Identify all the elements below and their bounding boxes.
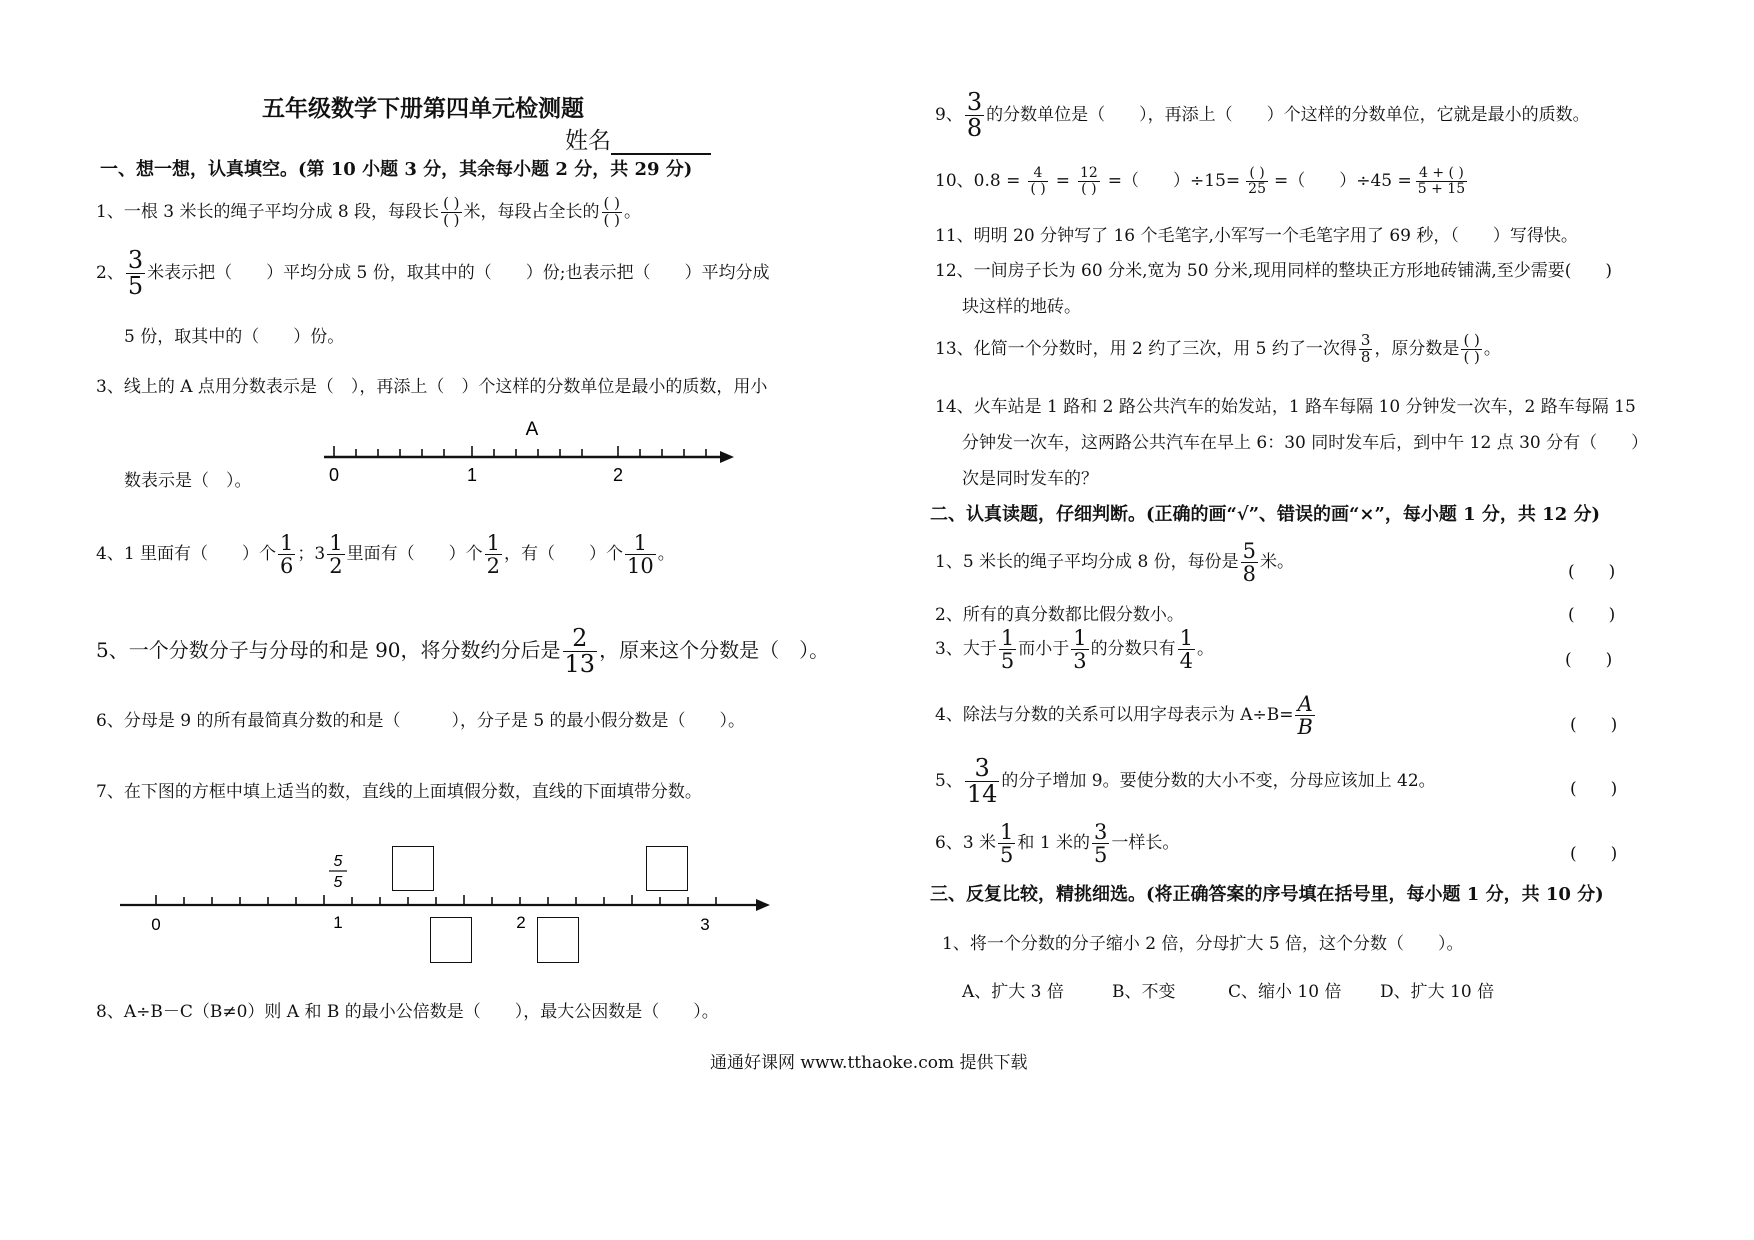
tick-label: 1: [466, 465, 478, 485]
question-14-cont: 分钟发一次车，这两路公共汽车在早上 6：30 同时发车后，到中午 12 点 30 分有（ ）: [962, 433, 1649, 453]
tick-label: 2: [612, 465, 624, 485]
choice-option-b[interactable]: B、不变: [1112, 982, 1176, 1002]
tick-label: 3: [700, 915, 710, 934]
tick-label: 1: [333, 913, 343, 932]
question-3-cont: 数表示是（ ）。: [124, 471, 252, 491]
question-10: 10、0.8 = $\frac{4}{( )}$ = $\frac{12}{( )}$ =（ ）÷15= $\frac{( )}{25}$ =（ ）÷45 = $\frac{4 + ( )}{5 + 15}$: [935, 165, 1466, 197]
judge-1: 1、5 米长的绳子平均分成 8 份，每份是 $\frac{5}{8}$ 米。: [935, 539, 1295, 587]
blank-fraction[interactable]: $\frac{( )}{( )}$: [443, 194, 460, 229]
question-5: 5、一个分数分子与分母的和是 90，将分数约分后是 $\frac{2}{13}$ ，原来这个分数是（ ）。: [96, 624, 830, 679]
name-blank[interactable]: [611, 131, 711, 155]
question-1: 1、一根 3 米长的绳子平均分成 8 段，每段长 $\frac{( )}{( )}$ 米，每段占全长的 $\frac{( )}{( )}$ 。: [96, 194, 642, 229]
fraction-denominator: 5: [333, 874, 343, 891]
judge-6: 6、3 米 $\frac{1}{5}$ 和 1 米的 $\frac{3}{5}$ 一样长。: [935, 820, 1180, 868]
judge-answer-paren[interactable]: ( ): [1570, 844, 1618, 864]
judge-3: 3、大于 $\frac{1}{5}$ 而小于 $\frac{1}{3}$ 的分数只有 $\frac{1}{4}$ 。: [935, 626, 1214, 674]
judge-2: 2、所有的真分数都比假分数小。: [935, 605, 1184, 625]
judge-answer-paren[interactable]: ( ): [1565, 650, 1613, 670]
section2-heading: 二、认真读题，仔细判断。(正确的画“√”、错误的画“×”，每小题 1 分，共 12 分): [930, 504, 1600, 525]
tick-label: 2: [516, 913, 526, 932]
question-14: 14、火车站是 1 路和 2 路公共汽车的始发站，1 路车每隔 10 分钟发一次车，2 路车每隔 15: [935, 397, 1636, 417]
question-12: 12、一间房子长为 60 分米,宽为 50 分米,现用同样的整块正方形地砖铺满,至少需要( ): [935, 261, 1612, 281]
judge-answer-paren[interactable]: ( ): [1568, 562, 1616, 582]
question-2-cont: 5 份，取其中的（ ）份。: [124, 327, 345, 347]
question-13: 13、化简一个分数时，用 2 约了三次，用 5 约了一次得 $\frac{3}{8}$ ，原分数是 $\frac{( )}{( )}$ 。: [935, 331, 1501, 366]
footer-credit: 通通好课网 www.tthaoke.com 提供下载: [710, 1053, 1028, 1073]
fraction-numerator: 5: [333, 853, 343, 870]
question-12-cont: 块这样的地砖。: [962, 297, 1081, 317]
question-14-cont: 次是同时发车的？: [962, 469, 1098, 489]
judge-5: 5、 $\frac{3}{14}$ 的分子增加 9。要使分数的大小不变，分母应该加上 42。: [935, 754, 1436, 809]
answer-box-above[interactable]: [646, 846, 688, 891]
question-6: 6、分母是 9 的所有最简真分数的和是（ ），分子是 5 的最小假分数是（ ）。: [96, 711, 746, 731]
question-3: 3、线上的 A 点用分数表示是（ ），再添上（ ）个这样的分数单位是最小的质数，用小: [96, 377, 768, 397]
choice-option-a[interactable]: A、扩大 3 倍: [962, 982, 1064, 1002]
question-11: 11、明明 20 分钟写了 16 个毛笔字,小军写一个毛笔字用了 69 秒，（ ）写得快。: [935, 226, 1578, 246]
tick-label: 0: [328, 465, 340, 485]
answer-box-below[interactable]: [430, 917, 472, 963]
number-line-a: [320, 415, 730, 485]
judge-answer-paren[interactable]: ( ): [1570, 779, 1618, 799]
tick-label: 0: [151, 915, 161, 934]
name-field[interactable]: [565, 122, 711, 155]
section3-heading: 三、反复比较，精挑细选。(将正确答案的序号填在括号里，每小题 1 分，共 10 分): [930, 884, 1604, 905]
judge-answer-paren[interactable]: ( ): [1570, 715, 1618, 735]
answer-box-above[interactable]: [392, 846, 434, 891]
choice-1: 1、将一个分数的分子缩小 2 倍，分母扩大 5 倍，这个分数（ ）。: [942, 934, 1464, 954]
section1-heading: 一、想一想，认真填空。(第 10 小题 3 分，其余每小题 2 分，共 29 分): [100, 159, 693, 180]
judge-4: 4、除法与分数的关系可以用字母表示为 A÷B= $\frac{A}{B}$: [935, 692, 1313, 740]
choice-option-c[interactable]: C、缩小 10 倍: [1228, 982, 1342, 1002]
question-7: 7、在下图的方框中填上适当的数，直线的上面填假分数，直线的下面填带分数。: [96, 782, 702, 802]
choice-option-d[interactable]: D、扩大 10 倍: [1380, 982, 1495, 1002]
fraction: $\frac{3}{5}$: [127, 246, 144, 301]
question-8: 8、A÷B－C（B≠0）则 A 和 B 的最小公倍数是（ ），最大公因数是（ ）。: [96, 1002, 719, 1022]
question-4: 4、1 里面有（ ）个 $\frac{1}{6}$ ；3 $\frac{1}{2}$ 里面有（ ）个 $\frac{1}{2}$ ，有（ ）个 $\frac{1}{10}$ 。: [96, 531, 675, 579]
question-9: 9、 $\frac{3}{8}$ 的分数单位是（ ），再添上（ ）个这样的分数单位，它就是最小的质数。: [935, 88, 1590, 143]
name-label: 姓名: [565, 128, 611, 154]
blank-fraction[interactable]: $\frac{( )}{( )}$: [603, 194, 621, 229]
page-title: 五年级数学下册第四单元检测题: [262, 95, 584, 122]
point-a-label: A: [525, 419, 539, 440]
question-2: 2、 $\frac{3}{5}$ 米表示把（ ）平均分成 5 份，取其中的（ ）份;也表示把（ ）平均分成: [96, 246, 770, 301]
judge-answer-paren[interactable]: ( ): [1568, 605, 1616, 625]
answer-box-below[interactable]: [537, 917, 579, 963]
